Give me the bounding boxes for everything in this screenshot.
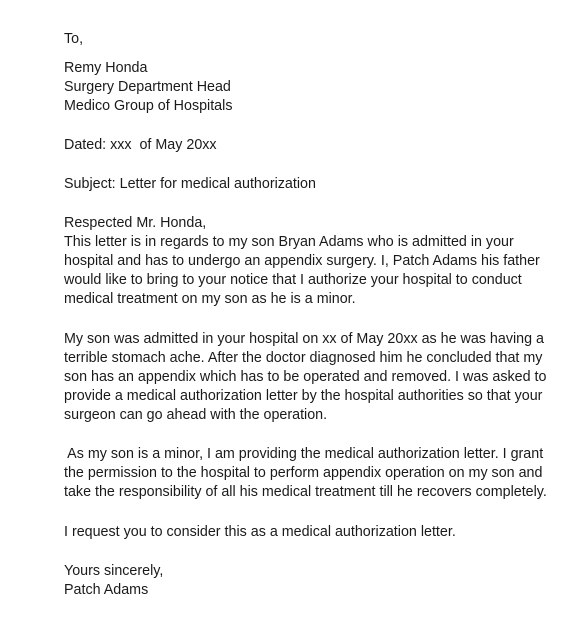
paragraph-1-line: hospital and has to undergo an appendix surgery. I, Patch Adams his father <box>64 253 540 269</box>
paragraph-2-line: son has an appendix which has to be operated and removed. I was asked to <box>64 369 547 385</box>
to-label: To, <box>64 31 84 47</box>
subject-line: Subject: Letter for medical authorization <box>64 176 316 192</box>
signature-name: Patch Adams <box>64 582 149 598</box>
paragraph-1-line: This letter is in regards to my son Bryan Adams who is admitted in your <box>64 234 514 250</box>
paragraph-2-line: My son was admitted in your hospital on xx of May 20xx as he was having a <box>64 331 544 347</box>
recipient-name: Remy Honda <box>64 60 148 76</box>
closing: Yours sincerely, <box>64 563 164 579</box>
paragraph-2-line: provide a medical authorization letter by the hospital authorities so that your <box>64 388 543 404</box>
paragraph-2-line: terrible stomach ache. After the doctor diagnosed him he concluded that my <box>64 350 543 366</box>
paragraph-4: I request you to consider this as a medical authorization letter. <box>64 524 456 540</box>
date-line: Dated: xxx of May 20xx <box>64 137 217 153</box>
paragraph-1-line: would like to bring to your notice that I authorize your hospital to conduct <box>64 272 522 288</box>
paragraph-1-line: medical treatment on my son as he is a minor. <box>64 291 356 307</box>
recipient-title: Surgery Department Head <box>64 79 231 95</box>
paragraph-2-line: surgeon can go ahead with the operation. <box>64 407 328 423</box>
paragraph-3-line: the permission to the hospital to perform appendix operation on my son and <box>64 465 543 481</box>
recipient-organization: Medico Group of Hospitals <box>64 98 233 114</box>
paragraph-3-line: take the responsibility of all his medical treatment till he recovers completely. <box>64 484 547 500</box>
paragraph-3-line: As my son is a minor, I am providing the medical authorization letter. I grant <box>64 446 544 462</box>
greeting: Respected Mr. Honda, <box>64 215 207 231</box>
